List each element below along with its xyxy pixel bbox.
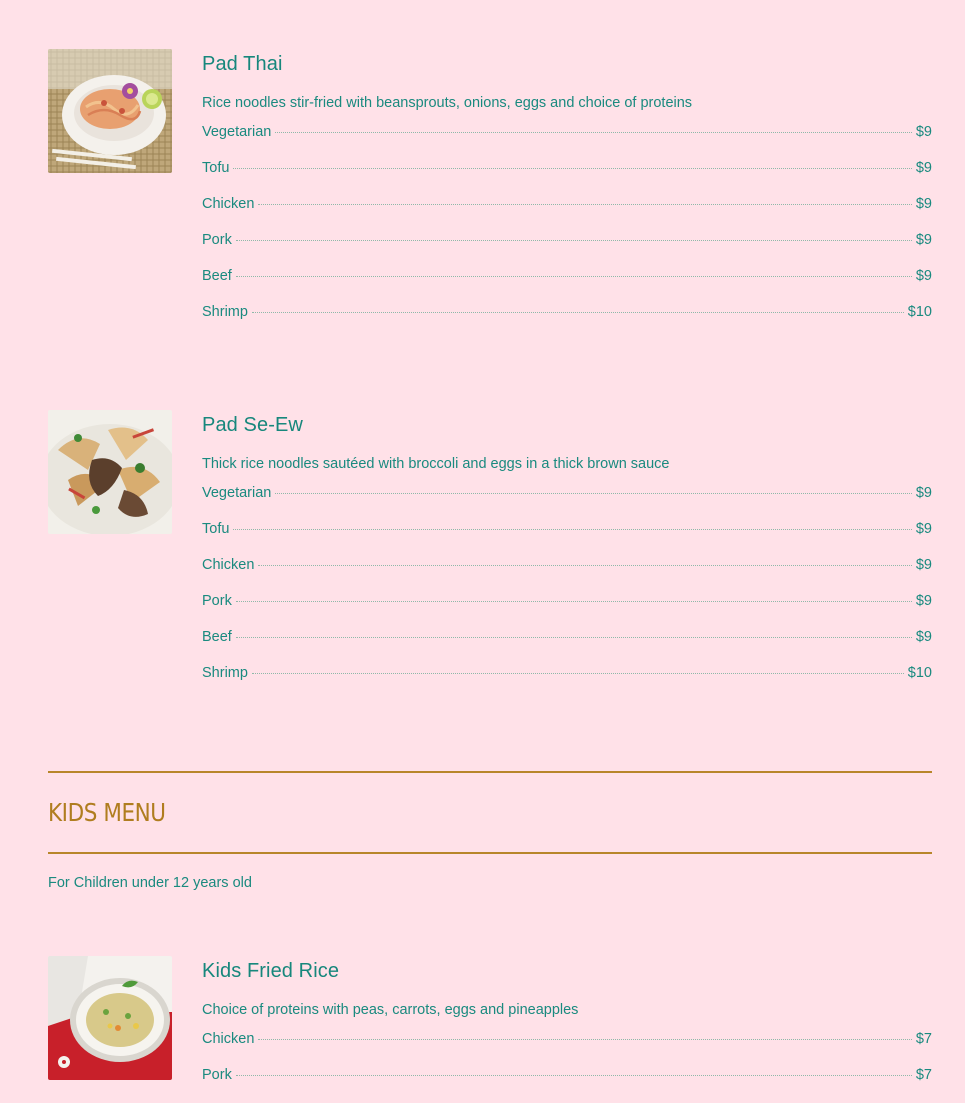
dot-leader: [236, 239, 912, 241]
price-list: [202, 1031, 932, 1103]
pad-se-ew-image: [48, 410, 172, 534]
option-name: Shrimp: [202, 304, 248, 320]
option-price: $9: [915, 232, 932, 248]
section-rule-bottom: [48, 852, 932, 854]
option-name: Chicken: [202, 1031, 255, 1047]
dot-leader: [252, 311, 904, 313]
price-row-chicken: [202, 196, 932, 232]
price-row-beef: [202, 629, 932, 665]
dot-leader: [258, 564, 911, 566]
option-name: Pork: [202, 593, 232, 609]
option-name: Shrimp: [202, 665, 248, 681]
section-title-kids-menu: KIDS MENU: [48, 798, 166, 827]
option-price: $9: [915, 629, 932, 645]
price-row-pork: [202, 593, 932, 629]
pad-thai-image: [48, 49, 172, 173]
kids-fried-rice-image: [48, 956, 172, 1080]
dot-leader: [258, 203, 911, 205]
dish-name: Pad Se-Ew: [202, 414, 303, 436]
option-name: Tofu: [202, 160, 230, 176]
option-name: Pork: [202, 1067, 232, 1083]
fried-rice-photo: [48, 956, 172, 1080]
price-row-chicken: [202, 557, 932, 593]
dot-leader: [236, 636, 912, 638]
option-name: Chicken: [202, 557, 255, 573]
dot-leader: [236, 1074, 912, 1076]
price-row-vegetarian: [202, 124, 932, 160]
option-name: Chicken: [202, 196, 255, 212]
dot-leader: [233, 167, 911, 169]
pad-se-ew-photo: [48, 410, 172, 534]
price-row-vegetarian: [202, 485, 932, 521]
dish-description: Choice of proteins with peas, carrots, eggs and pineapples: [202, 1002, 579, 1018]
price-list: [202, 485, 932, 701]
price-row-beef: [202, 268, 932, 304]
dot-leader: [275, 131, 912, 133]
option-name: Tofu: [202, 521, 230, 537]
option-name: Beef: [202, 629, 232, 645]
option-price: $9: [915, 268, 932, 284]
dish-description: Rice noodles stir-fried with beansprouts, onions, eggs and choice of proteins: [202, 95, 693, 111]
dot-leader: [236, 275, 912, 277]
section-note: For Children under 12 years old: [48, 875, 252, 891]
option-name: Beef: [202, 268, 232, 284]
dish-name: Pad Thai: [202, 53, 283, 75]
price-row-shrimp: [202, 665, 932, 701]
section-rule-top: [48, 771, 932, 773]
dot-leader: [252, 672, 904, 674]
option-price: $9: [915, 593, 932, 609]
pad-thai-photo: [48, 49, 172, 173]
option-price: $7: [915, 1067, 932, 1083]
dot-leader: [236, 600, 912, 602]
option-price: $9: [915, 124, 932, 140]
option-price: $9: [915, 160, 932, 176]
price-row-chicken: [202, 1031, 932, 1067]
option-name: Vegetarian: [202, 485, 272, 501]
option-price: $9: [915, 485, 932, 501]
price-row-tofu: [202, 160, 932, 196]
option-price: $9: [915, 521, 932, 537]
dot-leader: [275, 492, 912, 494]
price-list: [202, 124, 932, 340]
option-price: $10: [907, 304, 932, 320]
option-price: $9: [915, 557, 932, 573]
option-name: Vegetarian: [202, 124, 272, 140]
price-row-tofu: [202, 521, 932, 557]
price-row-shrimp: [202, 304, 932, 340]
price-row-pork: [202, 232, 932, 268]
option-price: $9: [915, 196, 932, 212]
dot-leader: [258, 1038, 911, 1040]
option-price: $7: [915, 1031, 932, 1047]
dish-description: Thick rice noodles sautéed with broccoli and eggs in a thick brown sauce: [202, 456, 670, 472]
price-row-pork: [202, 1067, 932, 1103]
option-price: $10: [907, 665, 932, 681]
dot-leader: [233, 528, 911, 530]
dish-name: Kids Fried Rice: [202, 960, 340, 982]
option-name: Pork: [202, 232, 232, 248]
